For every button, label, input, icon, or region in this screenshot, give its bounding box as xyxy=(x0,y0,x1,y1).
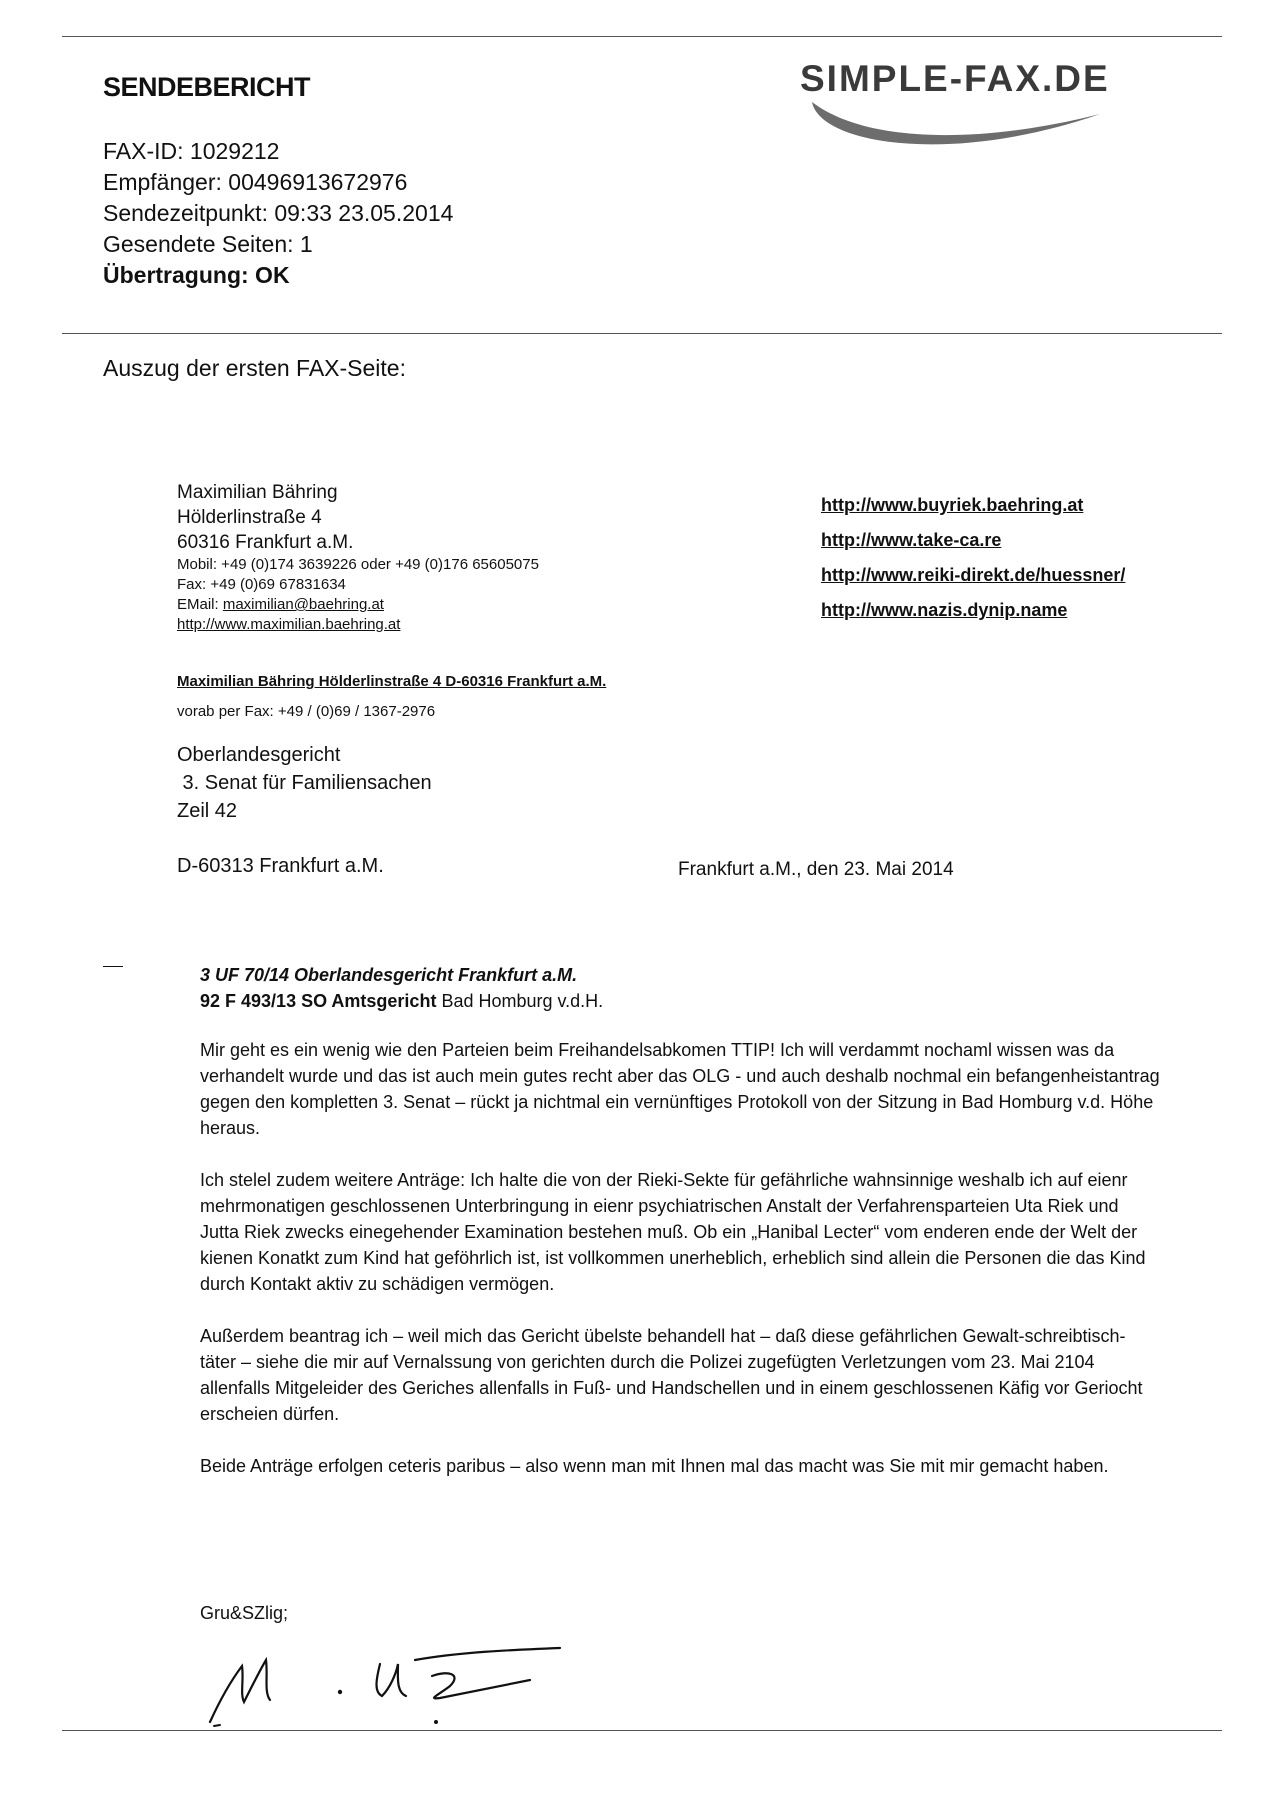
header-divider xyxy=(62,333,1222,334)
send-time: Sendezeitpunkt: 09:33 23.05.2014 xyxy=(103,200,454,226)
logo-text: SIMPLE-FAX.DE xyxy=(800,58,1110,99)
paragraph: Mir geht es ein wenig wie den Parteien beim Freihandelsabkomen TTIP! Ich will verdammt nochaml wissen was da verhandelt wurde und das ist auch mein gutes recht aber das OLG - und auch deshalb nochmal ein befangenheistantrag gegen den kompletten 3. Senat – rückt ja nichtmal ein vernünftiges Protokoll von der Sitzung in Bad Homburg v.d. Höhe heraus. xyxy=(200,1040,1160,1138)
vorab-fax-line: vorab per Fax: +49 / (0)69 / 1367-2976 xyxy=(177,703,436,720)
sender-email-row xyxy=(177,595,539,615)
top-rule xyxy=(62,36,1222,37)
return-address-line: Maximilian Bähring Hölderlinstraße 4 D-60316 Frankfurt a.M. xyxy=(177,673,607,690)
report-title: SENDEBERICHT xyxy=(103,72,311,102)
pages-sent: Gesendete Seiten: 1 xyxy=(103,231,313,257)
link-buyriek[interactable]: http://www.buyriek.baehring.at xyxy=(821,495,1084,515)
recipient-line-3: Zeil 42 xyxy=(177,800,238,822)
case-ref-ag: 92 F 493/13 SO Amtsgericht Bad Homburg v.d.H. xyxy=(200,991,604,1011)
sender-fax: Fax: +49 (0)69 67831634 xyxy=(177,576,346,593)
link-take-ca[interactable]: http://www.take-ca.re xyxy=(821,530,1002,550)
paragraph: Beide Anträge erfolgen ceteris paribus – also wenn man mit Ihnen mal das macht was Sie mit mir gemacht haben. xyxy=(200,1456,1109,1476)
simple-fax-logo xyxy=(800,54,1230,154)
recipient-line-2: 3. Senat für Familiensachen xyxy=(177,772,432,794)
sender-email-link[interactable]: maximilian@baehring.at xyxy=(222,596,384,613)
letter-body xyxy=(200,1037,1160,1505)
sender-email-label: EMail: xyxy=(177,596,223,613)
case-references xyxy=(200,962,603,1014)
fax-id: FAX-ID: 1029212 xyxy=(103,138,280,164)
link-nazis-dynip[interactable]: http://www.nazis.dynip.name xyxy=(821,600,1068,620)
closing-greeting: Gru&SZlig; xyxy=(200,1603,289,1623)
case-ref-olg: 3 UF 70/14 Oberlandesgericht Frankfurt a.M. xyxy=(200,965,578,985)
signature-icon xyxy=(200,1630,620,1730)
fold-mark xyxy=(103,966,123,967)
recipient-number: Empfänger: 00496913672976 xyxy=(103,169,408,195)
transmission-status: Übertragung: OK xyxy=(103,262,290,288)
paragraph: Außerdem beantrag ich – weil mich das Gericht übelste behandell hat – daß diese gefährlichen Gewalt-schreibtisch-täter – siehe die mir auf Vernalssung von gerichten durch die Polizei zugefügten Verletzungen vom 23. Mai 2104 allenfalls Mitgeleider des Geriches allenfalls in Fuß- und Handschellen und in einem geschlossenen Käfig vor Geriocht erscheien dürfen. xyxy=(200,1326,1143,1424)
recipient-line-1: Oberlandesgericht xyxy=(177,744,341,766)
recipient-city: D-60313 Frankfurt a.M. xyxy=(177,855,384,877)
recipient-address xyxy=(177,741,432,825)
sender-street: Hölderlinstraße 4 xyxy=(177,507,322,528)
transmission-details xyxy=(103,136,453,291)
sender-mobile: Mobil: +49 (0)174 3639226 oder +49 (0)176 65605075 xyxy=(177,556,539,573)
handwritten-signature xyxy=(200,1630,620,1735)
sender-block xyxy=(177,480,539,635)
sender-website-link[interactable]: http://www.maximilian.baehring.at xyxy=(177,616,401,633)
link-list xyxy=(821,488,1125,628)
excerpt-label: Auszug der ersten FAX-Seite: xyxy=(103,355,406,381)
link-reiki-direkt[interactable]: http://www.reiki-direkt.de/huessner/ xyxy=(821,565,1126,585)
paragraph: Ich stelel zudem weitere Anträge: Ich halte die von der Rieki-Sekte für gefährliche wahnsinnige weshalb ich auf eienr mehrmonatigen geschlossenen Unterbringung in eienr psychiatrischen Anstalt der Verfahrensparteien Uta Riek und Jutta Riek zwecks einegehender Examination bestehen muß. Ob ein „Hanibal Lecter“ vom enderen ende der Welt der kienen Konatkt zum Kind hat geföhrlich ist, ist vollkommen unerheblich, erheblich sind allein die Personen die das Kind durch Kontakt aktiv zu schädigen vermögen. xyxy=(200,1170,1146,1294)
letter-date: Frankfurt a.M., den 23. Mai 2014 xyxy=(678,859,954,880)
sender-name: Maximilian Bähring xyxy=(177,482,338,503)
sender-city: 60316 Frankfurt a.M. xyxy=(177,532,354,553)
